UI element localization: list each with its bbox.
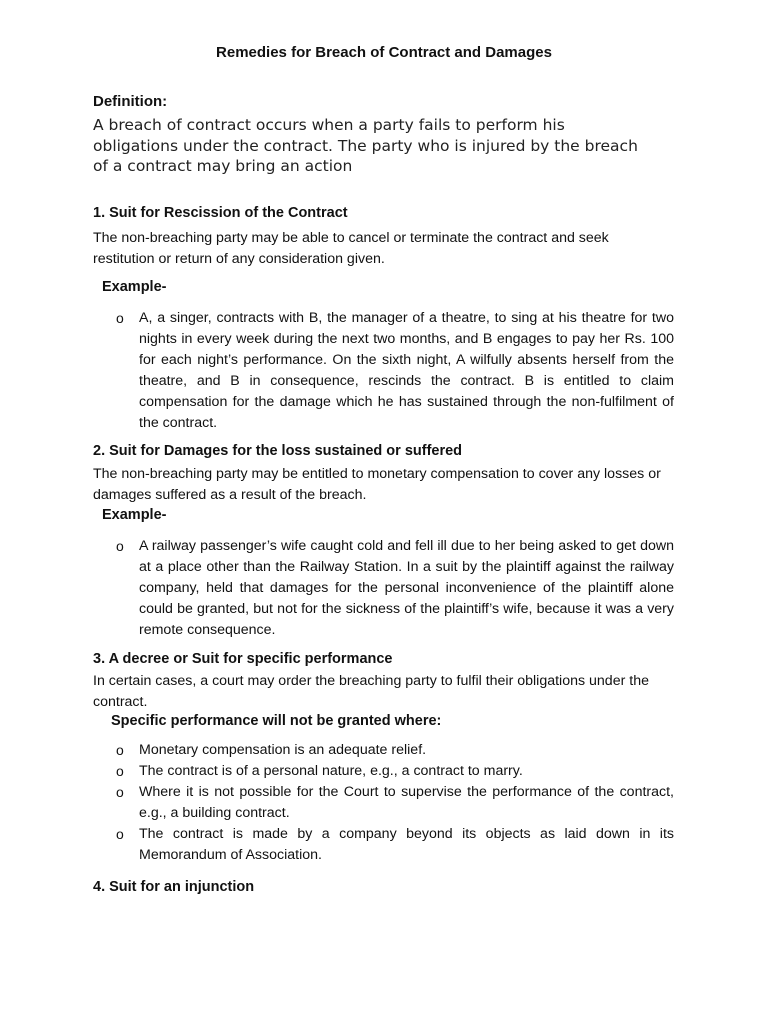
list-item-text: The contract is made by a company beyond its objects as laid down in its Memorandum of Association. xyxy=(139,826,674,863)
document-title: Remedies for Breach of Contract and Damages xyxy=(216,44,552,61)
list-item xyxy=(116,761,674,782)
conditions-list xyxy=(116,740,674,866)
list-item xyxy=(116,740,674,761)
conditions-label: Specific performance will not be granted where: xyxy=(111,713,442,729)
list-item xyxy=(116,782,674,824)
example-list xyxy=(116,308,674,434)
bullet-marker: o xyxy=(116,826,124,842)
list-item-text: A, a singer, contracts with B, the manager of a theatre, to sing at his theatre for two nights in every week during the next two months, and B engages to pay her Rs. 100 for each night’s performance. On the sixth night, A wilfully absents herself from the theatre, and B in consequence, rescinds the contract. B is entitled to claim compensation for the damage which he has sustained through the non-fulfilment of the contract. xyxy=(139,310,674,431)
definition-text: A breach of contract occurs when a party fails to perform his obligations under the contract. The party who is injured by the breach of a contract may bring an action xyxy=(93,116,638,175)
section-heading: 3. A decree or Suit for specific performance xyxy=(93,651,393,667)
example-label: Example- xyxy=(102,507,167,523)
bullet-marker: o xyxy=(116,784,124,800)
section-injunction xyxy=(93,879,683,895)
list-item xyxy=(116,536,674,641)
bullet-marker: o xyxy=(116,742,124,758)
definition-label: Definition: xyxy=(93,93,168,110)
list-item-text: A railway passenger’s wife caught cold and fell ill due to her being asked to get down at a place other than the Railway Station. In a suit by the plaintiff against the railway company, held that damages for the personal inconvenience of the plaintiff alone could be granted, but not for the sickness of the plaintiff’s wife, because it was a very remote consequence. xyxy=(139,538,674,638)
bullet-marker: o xyxy=(116,538,124,554)
list-item-text: Monetary compensation is an adequate relief. xyxy=(139,742,427,758)
example-label: Example- xyxy=(102,279,167,295)
section-body-text: The non-breaching party may be able to cancel or terminate the contract and seek restitution or return of any consideration given. xyxy=(93,230,609,267)
list-item-text: The contract is of a personal nature, e.g., a contract to marry. xyxy=(139,763,523,779)
bullet-marker: o xyxy=(116,310,124,326)
section-heading: 2. Suit for Damages for the loss sustained or suffered xyxy=(93,443,463,459)
section-body xyxy=(93,464,663,506)
example-list xyxy=(116,536,674,641)
section-body-text: In certain cases, a court may order the breaching party to fulfil their obligations under the contract. xyxy=(93,673,649,710)
section-body xyxy=(93,671,653,713)
section-specific-performance xyxy=(93,651,683,667)
bullet-marker: o xyxy=(116,763,124,779)
section-body xyxy=(93,228,663,270)
list-item-text: Where it is not possible for the Court to supervise the performance of the contract, e.g., a building contract. xyxy=(139,784,674,821)
section-damages xyxy=(93,443,683,459)
list-item xyxy=(116,824,674,866)
section-heading: 1. Suit for Rescission of the Contract xyxy=(93,205,348,221)
section-rescission xyxy=(93,205,683,221)
section-heading: 4. Suit for an injunction xyxy=(93,879,255,895)
list-item xyxy=(116,308,674,434)
section-body-text: The non-breaching party may be entitled to monetary compensation to cover any losses or damages suffered as a result of the breach. xyxy=(93,466,661,503)
